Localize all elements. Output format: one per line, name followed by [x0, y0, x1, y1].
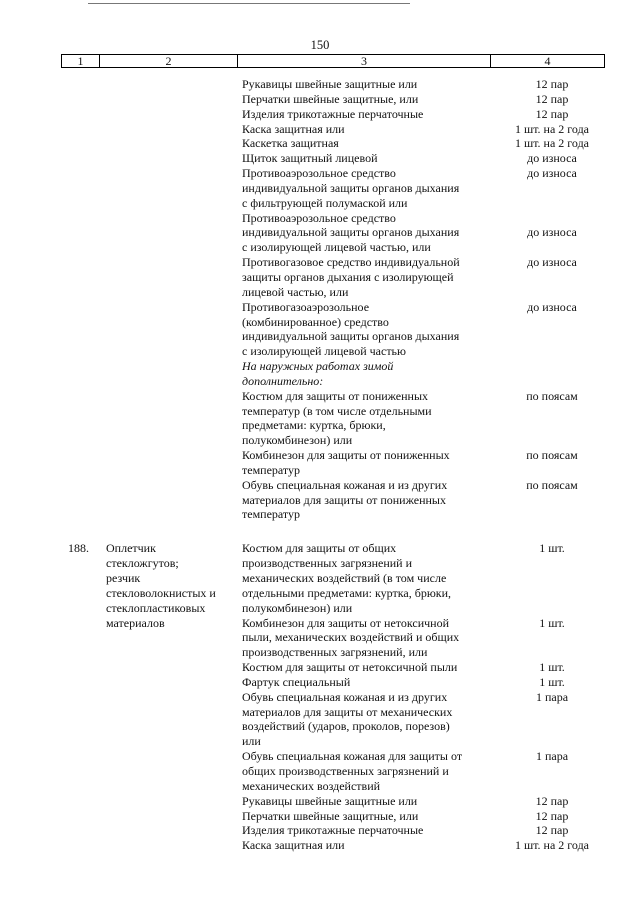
issue-norm-text — [502, 630, 602, 645]
table-row — [61, 823, 602, 838]
issue-norm-text: до износа — [527, 166, 577, 181]
issue-norm-text — [502, 719, 602, 734]
ppe-item-text: Щиток защитный лицевой — [242, 151, 378, 166]
issue-norm-text — [502, 433, 602, 448]
table-row — [61, 329, 602, 344]
entry-number — [61, 616, 106, 631]
table-row — [61, 690, 602, 705]
occupation-text — [106, 433, 242, 448]
occupation-text — [106, 315, 242, 330]
occupation-text — [106, 660, 242, 675]
table-row — [61, 418, 602, 433]
column-header-row — [61, 54, 605, 68]
issue-norm-text — [502, 645, 602, 660]
ppe-item-text: или — [242, 734, 261, 749]
issue-norm-text — [502, 507, 602, 522]
occupation-text — [106, 92, 242, 107]
table-row — [61, 809, 602, 824]
issue-norm-text — [502, 734, 602, 749]
issue-norm-text — [502, 270, 602, 285]
issue-norm-text — [502, 705, 602, 720]
occupation-text — [106, 463, 242, 478]
occupation-text — [106, 359, 242, 374]
ppe-item-text: (комбинированное) средство — [242, 314, 389, 329]
ppe-item-text: Каскетка защитная — [242, 136, 339, 151]
issue-norm-text — [502, 181, 602, 196]
ppe-item-text: отдельными предметами: куртка, брюки, — [242, 585, 452, 600]
occupation-text — [106, 630, 242, 645]
entry-number — [61, 493, 106, 508]
issue-norm-text — [502, 601, 602, 616]
occupation-text — [106, 181, 242, 196]
issue-norm-text: 12 пар — [535, 793, 569, 808]
issue-norm-text: 1 шт. — [539, 674, 565, 689]
issue-norm-text — [502, 779, 602, 794]
ppe-item-text: механических воздействий (в том числе — [242, 571, 447, 585]
table-row — [61, 794, 602, 809]
occupation-text — [106, 418, 242, 433]
table-row — [61, 586, 602, 601]
issue-norm-text: 1 шт. на 2 года — [514, 838, 590, 853]
issue-norm-text — [502, 315, 602, 330]
table-row — [61, 344, 602, 359]
occupation-text — [106, 478, 242, 493]
entry-number — [61, 630, 106, 645]
table-row — [61, 196, 602, 211]
table-row — [61, 107, 602, 122]
entry-number — [61, 556, 106, 571]
table-row — [61, 675, 602, 690]
ppe-item-text: Каска защитная или — [242, 121, 345, 136]
issue-norm-text: по поясам — [526, 477, 578, 492]
occupation-text — [106, 240, 242, 255]
occupation-text — [106, 211, 242, 226]
issue-norm-text: 1 шт. на 2 года — [514, 121, 590, 136]
entry-number — [61, 823, 106, 838]
top-rule — [88, 3, 410, 4]
ppe-item-text: полукомбинезон) или — [242, 600, 353, 615]
ppe-item-text: Перчатки швейные защитные, или — [242, 91, 419, 106]
ppe-item-text: механических воздействий — [242, 778, 381, 793]
occupation-text — [106, 749, 242, 764]
table-row — [61, 601, 602, 616]
entry-number — [61, 329, 106, 344]
entry-number — [61, 359, 106, 374]
occupation-text — [106, 823, 242, 838]
ppe-item-text: Фартук специальный — [242, 674, 351, 689]
entry-number — [61, 240, 106, 255]
entry-number: 188. — [68, 541, 89, 556]
entry-number — [61, 211, 106, 226]
ppe-item-text: На наружных работах зимой — [242, 359, 394, 374]
entry-number — [61, 285, 106, 300]
ppe-item-text: с изолирующей лицевой частью, или — [242, 240, 431, 255]
table-row — [61, 556, 602, 571]
ppe-item-text: полукомбинезон) или — [242, 433, 353, 448]
ppe-item-text: температур — [242, 507, 301, 522]
ppe-item-text: производственных загрязнений, или — [242, 645, 428, 660]
entry-number — [61, 107, 106, 122]
ppe-item-text: пыли, механических воздействий и общих — [242, 630, 460, 645]
table-row — [61, 389, 602, 404]
occupation-text — [106, 196, 242, 211]
table-row — [61, 211, 602, 226]
ppe-item-text: общих производственных загрязнений и — [242, 763, 449, 778]
occupation-text: резчик — [106, 571, 141, 585]
occupation-text — [106, 151, 242, 166]
occupation-text — [106, 764, 242, 779]
occupation-text — [106, 779, 242, 794]
issue-norm-text: 1 шт. — [539, 541, 565, 556]
issue-norm-text: по поясам — [526, 448, 578, 463]
entry-spacer — [61, 522, 602, 541]
table-row — [61, 448, 602, 463]
occupation-text — [106, 493, 242, 508]
entry-number — [61, 374, 106, 389]
table-row — [61, 630, 602, 645]
table-row — [61, 478, 602, 493]
table-row — [61, 285, 602, 300]
column-header-1: 1 — [62, 55, 100, 68]
table-row — [61, 77, 602, 92]
entry-number — [61, 225, 106, 240]
table-row — [61, 433, 602, 448]
occupation-text — [106, 300, 242, 315]
entry-number — [61, 196, 106, 211]
ppe-item-text: Каска защитная или — [242, 838, 345, 853]
entry-number — [61, 809, 106, 824]
table-row — [61, 404, 602, 419]
entry-number — [61, 136, 106, 151]
issue-norm-text — [502, 211, 602, 226]
occupation-text — [106, 719, 242, 734]
occupation-text — [106, 270, 242, 285]
occupation-text — [106, 136, 242, 151]
entry-number — [61, 794, 106, 809]
ppe-item-text: производственных загрязнений и — [242, 556, 413, 571]
ppe-item-text: Изделия трикотажные перчаточные — [242, 823, 424, 838]
ppe-item-text: Обувь специальная кожаная для защиты от — [242, 749, 463, 764]
entry-number — [61, 77, 106, 92]
ppe-item-text: с фильтрующей полумаской или — [242, 195, 408, 210]
issue-norm-text: до износа — [527, 255, 577, 270]
entry-number — [61, 660, 106, 675]
issue-norm-text — [502, 240, 602, 255]
ppe-item-text: Перчатки швейные защитные, или — [242, 808, 419, 823]
entry-number — [61, 779, 106, 794]
page-number: 150 — [310, 38, 330, 52]
ppe-item-text: дополнительно: — [242, 373, 324, 388]
table-row — [61, 151, 602, 166]
table-row — [61, 255, 602, 270]
entry-number — [61, 344, 106, 359]
ppe-item-text: материалов для защиты от механических — [242, 704, 453, 719]
entry-number — [61, 92, 106, 107]
issue-norm-text — [502, 764, 602, 779]
issue-norm-text: до износа — [527, 151, 577, 166]
occupation-text — [106, 225, 242, 240]
entry-number — [61, 418, 106, 433]
issue-norm-text: 1 шт. на 2 года — [514, 136, 590, 151]
occupation-text — [106, 285, 242, 300]
table-row — [61, 571, 602, 586]
table-row — [61, 136, 602, 151]
issue-norm-text — [502, 418, 602, 433]
occupation-text: стекловолокнистых и — [106, 585, 216, 600]
entry-number — [61, 463, 106, 478]
entry-number — [61, 838, 106, 853]
column-header-3: 3 — [238, 55, 491, 68]
table-row — [61, 764, 602, 779]
ppe-item-text: защиты органов дыхания с изолирующей — [242, 269, 454, 284]
occupation-text — [106, 122, 242, 137]
table-row — [61, 315, 602, 330]
entry-number — [61, 404, 106, 419]
entry-number — [61, 300, 106, 315]
table-row — [61, 374, 602, 389]
column-header-2: 2 — [100, 55, 238, 68]
issue-norm-text — [502, 359, 602, 374]
ppe-item-text: Изделия трикотажные перчаточные — [242, 106, 424, 121]
issue-norm-text — [502, 571, 602, 586]
entry-number — [61, 433, 106, 448]
table-row — [61, 541, 602, 556]
entry-number — [61, 675, 106, 690]
table-row — [61, 838, 602, 853]
ppe-item-text: Обувь специальная кожаная и из других — [242, 477, 448, 492]
issue-norm-text: 12 пар — [535, 808, 569, 823]
issue-norm-text: 1 шт. — [539, 615, 565, 630]
ppe-item-text: индивидуальной защиты органов дыхания — [242, 180, 460, 195]
table-row — [61, 749, 602, 764]
occupation-text: материалов — [106, 615, 165, 630]
ppe-item-text: материалов для защиты от пониженных — [242, 492, 446, 507]
entry-number — [61, 181, 106, 196]
occupation-text — [106, 374, 242, 389]
entry-number — [61, 122, 106, 137]
ppe-item-text: индивидуальной защиты органов дыхания — [242, 225, 460, 240]
ppe-item-text: Комбинезон для защиты от пониженных — [242, 448, 450, 463]
occupation-text — [106, 838, 242, 853]
entry-number — [61, 151, 106, 166]
entry-number — [61, 166, 106, 181]
issue-norm-text — [502, 374, 602, 389]
table-row — [61, 463, 602, 478]
ppe-item-text: температур (в том числе отдельными — [242, 403, 432, 418]
ppe-item-text: индивидуальной защиты органов дыхания — [242, 329, 460, 344]
ppe-item-text: Противогазоаэрозольное — [242, 299, 370, 314]
occupation-text — [106, 690, 242, 705]
entry-188-block — [61, 541, 602, 853]
issue-norm-text: 12 пар — [535, 106, 569, 121]
table-row — [61, 92, 602, 107]
table-row — [61, 660, 602, 675]
issue-norm-text — [502, 196, 602, 211]
occupation-text — [106, 809, 242, 824]
table-body — [61, 77, 602, 853]
occupation-text — [106, 255, 242, 270]
table-row — [61, 122, 602, 137]
occupation-text — [106, 794, 242, 809]
occupation-text — [106, 675, 242, 690]
occupation-text — [106, 77, 242, 92]
ppe-item-text: Костюм для защиты от пониженных — [242, 388, 429, 403]
issue-norm-text — [502, 285, 602, 300]
entry-number — [61, 705, 106, 720]
occupation-text — [106, 389, 242, 404]
ppe-item-text: Комбинезон для защиты от нетоксичной — [242, 615, 450, 630]
entry-number — [61, 448, 106, 463]
entry-number — [61, 764, 106, 779]
entry-number — [61, 586, 106, 601]
occupation-text — [106, 645, 242, 660]
issue-norm-text: до износа — [527, 225, 577, 240]
entry-number — [61, 690, 106, 705]
entry-number — [61, 645, 106, 660]
table-row — [61, 734, 602, 749]
entry-number — [61, 478, 106, 493]
entry-number — [61, 315, 106, 330]
entry-number — [61, 719, 106, 734]
occupation-text — [106, 107, 242, 122]
occupation-text — [106, 448, 242, 463]
ppe-item-text: Противоаэрозольное средство — [242, 166, 396, 181]
entry-number — [61, 749, 106, 764]
occupation-text — [106, 329, 242, 344]
occupation-text — [106, 507, 242, 522]
continued-entry-block — [61, 77, 602, 522]
ppe-item-text: лицевой частью, или — [242, 284, 349, 299]
ppe-item-text: Костюм для защиты от нетоксичной пыли — [242, 660, 458, 675]
ppe-item-text: Рукавицы швейные защитные или — [242, 77, 418, 91]
table-row — [61, 181, 602, 196]
entry-number — [61, 255, 106, 270]
issue-norm-text — [502, 556, 602, 571]
occupation-text: стекложгутов; — [106, 556, 179, 571]
table-row — [61, 616, 602, 631]
ppe-item-text: Противоаэрозольное средство — [242, 210, 396, 225]
ppe-item-text: Костюм для защиты от общих — [242, 541, 397, 556]
column-header-4: 4 — [491, 55, 605, 68]
ppe-item-text: Рукавицы швейные защитные или — [242, 793, 418, 808]
table-row — [61, 493, 602, 508]
table-row — [61, 166, 602, 181]
occupation-text: стеклопластиковых — [106, 600, 206, 615]
issue-norm-text — [502, 404, 602, 419]
entry-number — [61, 734, 106, 749]
entry-number — [61, 601, 106, 616]
issue-norm-text: 1 шт. — [539, 660, 565, 675]
issue-norm-text — [502, 329, 602, 344]
entry-number — [61, 389, 106, 404]
occupation-text — [106, 734, 242, 749]
occupation-text — [106, 344, 242, 359]
ppe-item-text: температур — [242, 462, 301, 477]
ppe-item-text: воздействий (ударов, проколов, порезов) — [242, 719, 450, 734]
ppe-item-text: Обувь специальная кожаная и из других — [242, 689, 448, 704]
issue-norm-text: 12 пар — [535, 91, 569, 106]
table-row — [61, 645, 602, 660]
table-row — [61, 779, 602, 794]
occupation-text: Оплетчик — [106, 541, 156, 556]
ppe-item-text: с изолирующей лицевой частью — [242, 344, 406, 359]
issue-norm-text — [502, 493, 602, 508]
ppe-item-text: предметами: куртка, брюки, — [242, 418, 386, 433]
entry-number — [61, 270, 106, 285]
table-row — [61, 359, 602, 374]
issue-norm-text — [502, 586, 602, 601]
occupation-text — [106, 705, 242, 720]
issue-norm-text: по поясам — [526, 388, 578, 403]
table-row — [61, 225, 602, 240]
occupation-text — [106, 166, 242, 181]
occupation-text — [106, 404, 242, 419]
issue-norm-text: 1 пара — [535, 689, 569, 704]
ppe-item-text: Противогазовое средство индивидуальной — [242, 255, 460, 270]
issue-norm-text — [502, 344, 602, 359]
issue-norm-text — [502, 463, 602, 478]
table-row — [61, 507, 602, 522]
issue-norm-text: 12 пар — [535, 823, 569, 838]
table-row — [61, 300, 602, 315]
issue-norm-text: до износа — [527, 299, 577, 314]
issue-norm-text: 1 пара — [535, 749, 569, 764]
entry-number — [61, 507, 106, 522]
entry-number — [61, 571, 106, 586]
table-row — [61, 270, 602, 285]
table-row — [61, 705, 602, 720]
table-row — [61, 719, 602, 734]
issue-norm-text: 12 пар — [535, 77, 569, 91]
table-row — [61, 240, 602, 255]
